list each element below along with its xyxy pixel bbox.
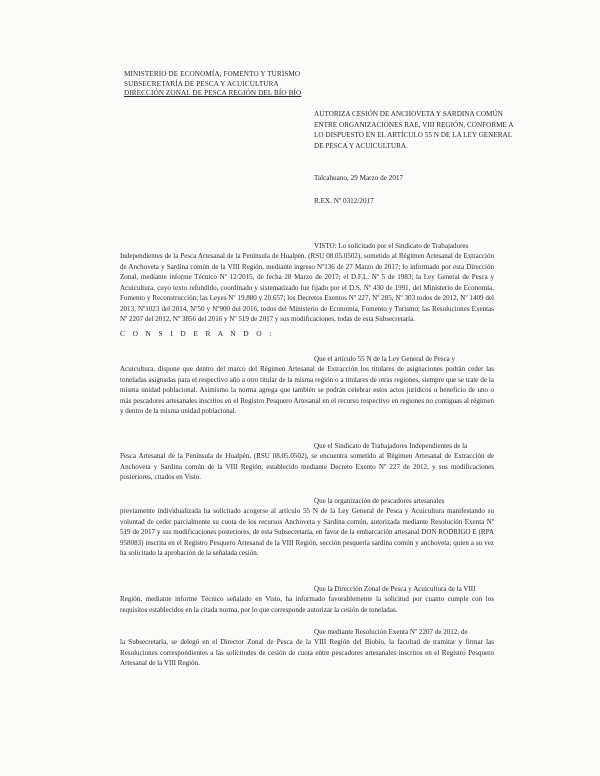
paragraph-lead: VISTO: Lo solicitado por el Sindicato de Trabajadores xyxy=(314,242,469,250)
paragraph-body: Independientes de la Pesca Artesanal de la Península de Hualpén. (RSU 08.05.0502), sometido al Régimen Artesanal de Extracción de Anchoveta y Sardina común de la VIII Región, mediante ingreso Nº136 de 27 Marzo de 2017; lo informado por esta Dirección Zonal, mediante informe Técnico Nº 12/2015, de fecha 28 Marzo de 2017; el D.F.L. Nº 5 de 1983; la Ley General de Pesca y Acuicultura, cuyo texto refundido, coordinado y sistematizado fue fijado por el D.S. Nº 430 de 1991, del Ministerio de Economía, Fomento y Reconstrucción; las Leyes Nº 19.880 y 20.657; los Decretos Exentos Nº 227, Nº 285, Nº 303 todos de 2012, Nº 1409 del 2013, Nº1023 del 2014, Nº50 y Nº900 del 2016, todos del Ministerio de Economía, Fomento y Turismo; las Resoluciones Exentas Nº 2207 del 2012, Nº 3856 del 2016 y Nº 519 de 2017 y sus modificaciones, todas de esta Subsecretaría. xyxy=(120,252,494,324)
paragraph-body: Pesca Artesanal de la Península de Hualpén, (RSU 08.05.0502), se encuentra sometido al Régimen Artesanal de Extracción de Anchoveta y Sardina común de la VIII Región, establecido mediante Decreto Exento Nº 227 de 2012, y sus modificaciones posteriores, citados en Visto. xyxy=(120,452,494,482)
considerando-paragraph xyxy=(120,496,494,559)
considerando-paragraph xyxy=(120,584,494,615)
resolution-number: R.EX. Nº 0312/2017 xyxy=(314,197,374,205)
paragraph-body: Acuicultura, dispone que dentro del marco del Régimen Artesanal de Extracción los titulares de asignaciones podrán ceder las toneladas asignadas para el respectivo año a otro titular de la misma región o a titulares de otras regiones, siempre que se trate de la misma unidad poblacional. Asimismo la norma agrega que también se podrán celebrar estos actos jurídicos o beneficio de uno o más pescadores artesanales inscritos en el Registro Pesquero Artesanal en el recurso respectivo en regiones no contiguas al régimen y dentro de la misma unidad poblacional. xyxy=(120,365,494,416)
considerando-heading: C O N S I D E R A N D O : xyxy=(120,329,275,338)
subsecretariat-name: SUBSECRETARÍA DE PESCA Y ACUICULTURA xyxy=(124,79,279,88)
title-line: ENTRE ORGANIZACIONES RAE, VIII REGIÓN, CONFORME A xyxy=(314,120,514,129)
paragraph-body: la Subsecretaría, se delegó en el Director Zonal de Pesca de la VIII Región del Biobío, la facultad de tramitar y firmar las Resoluciones correspondientes a las solicitudes de cesión de cuota entre pescadores artesanales inscritos en el Registro Pesquero Artesanal de la VIII Región. xyxy=(120,638,494,668)
paragraph-lead: Que mediante Resolución Exenta Nº 2207 de 2012, de xyxy=(314,628,468,636)
place-date: Talcahuano, 29 Marzo de 2017 xyxy=(314,174,404,182)
considerando-paragraph xyxy=(120,354,494,417)
paragraph-lead: Que el Sindicato de Trabajadores Independientes de la xyxy=(314,442,468,450)
paragraph-body: Región, mediante informe Técnico señalado en Visto, ha informado favorablemente la solicitud por cuanto cumple con los requisitos establecidos en la citada norma, por lo que corresponde autorizar la cesión de toneladas. xyxy=(120,595,494,614)
resolution-title xyxy=(314,109,514,151)
letterhead xyxy=(124,70,301,99)
paragraph-lead: Que la Dirección Zonal de Pesca y Acuicultura de la VIII xyxy=(314,585,476,593)
title-line: LO DISPUESTO EN EL ARTÍCULO 55 N DE LA LEY GENERAL xyxy=(314,131,513,140)
paragraph-lead: Que la organización de pescadores artesanales xyxy=(314,497,445,505)
title-line: DE PESCA Y ACUICULTURA. xyxy=(314,141,408,150)
considerando-paragraph xyxy=(120,441,494,483)
visto-paragraph xyxy=(120,241,494,325)
zonal-directorate-name: DIRECCIÓN ZONAL DE PESCA REGIÓN DEL BÍO BÍO xyxy=(124,89,302,98)
title-line: AUTORIZA CESIÓN DE ANCHOVETA Y SARDINA COMÚN xyxy=(314,110,503,118)
considerando-paragraph xyxy=(120,627,494,669)
ministry-name: MINISTERIO DE ECONOMÍA, FOMENTO Y TURISMO xyxy=(124,70,301,78)
paragraph-lead: Que el artículo 55 N de la Ley General de Pesca y xyxy=(314,355,456,363)
paragraph-body: previamente individualizada ha solicitado acogerse al artículo 55 N de la Ley General de Pesca y Acuicultura manifestando su voluntad de ceder parcialmente su cuota de los recursos Anchoveta y Sardina común, autorizada mediante Resolución Exenta Nº 519 de 2017 y sus modificaciones posteriores, de esta Subsecretaría, en favor de la embarcación artesanal DON RODRIGO E (RPA 958083) inscrita en el Registro Pesquero Artesanal de la VIII Región, sección pesquería sardina común y anchoveta; quien a su vez ha solicitado la aprobación de la señalada cesión. xyxy=(120,507,494,558)
